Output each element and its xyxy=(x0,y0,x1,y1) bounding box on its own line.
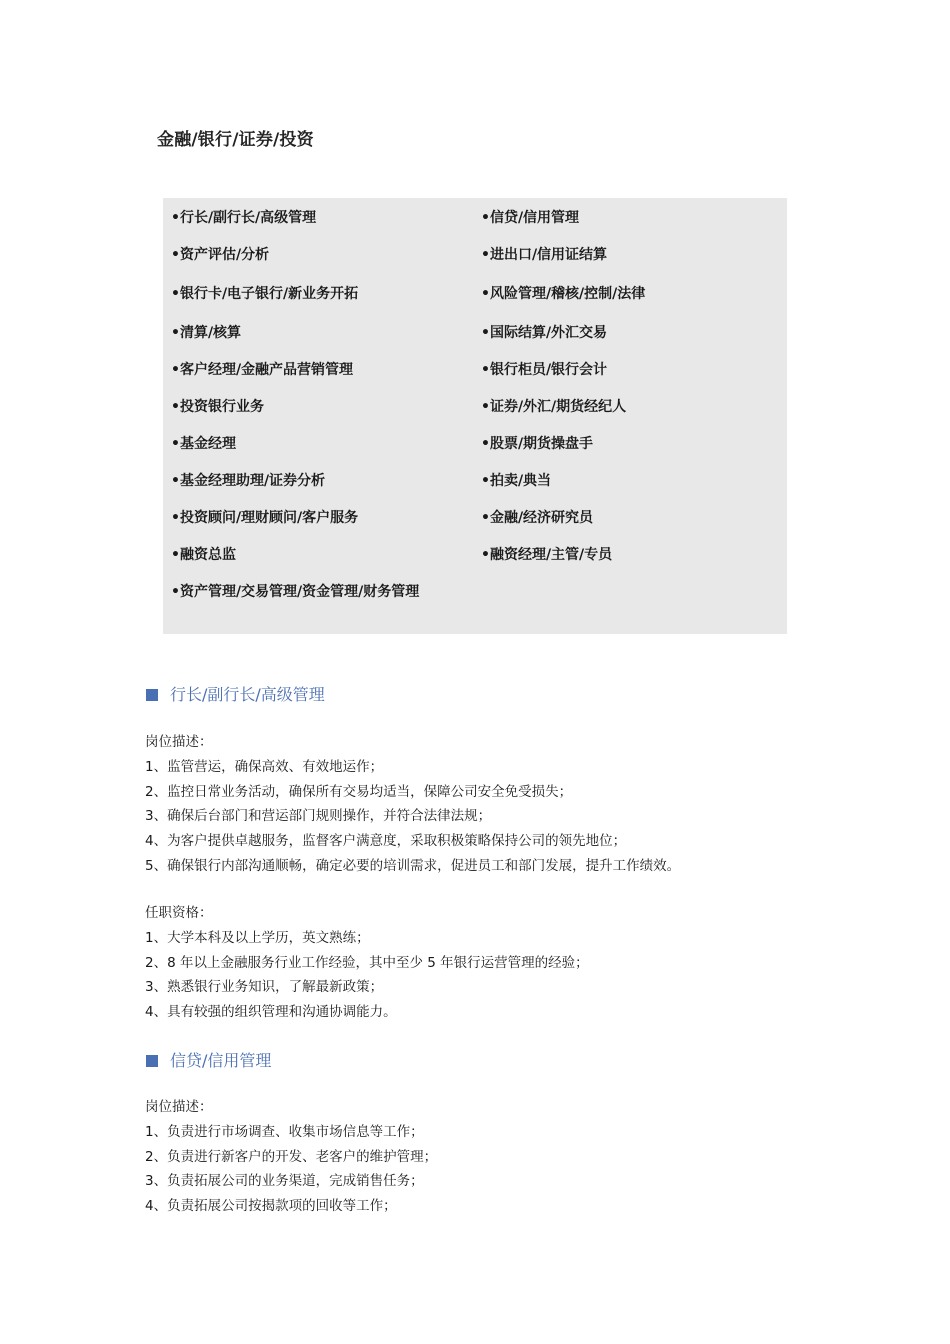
section-heading-text: 行长/副行长/高级管理 xyxy=(170,685,325,704)
duty-item: 2、监控日常业务活动，确保所有交易均适当，保障公司安全免受损失； xyxy=(145,783,573,800)
toc-item: •行长/副行长/高级管理 xyxy=(171,210,317,226)
toc-item: •进出口/信用证结算 xyxy=(481,247,608,263)
toc-item: •清算/核算 xyxy=(171,325,242,341)
toc-item: •融资总监 xyxy=(171,547,236,563)
section-heading xyxy=(146,1051,271,1071)
duty-item: 5、确保银行内部沟通顺畅，确定必要的培训需求，促进员工和部门发展，提升工作绩效。 xyxy=(145,857,681,874)
duty-item: 4、为客户提供卓越服务，监督客户满意度，采取积极策略保持公司的领先地位； xyxy=(145,833,627,850)
toc-item: •股票/期货操盘手 xyxy=(481,436,594,452)
duty-item: 1、监管营运，确保高效、有效地运作； xyxy=(145,758,384,775)
toc-item: •资产管理/交易管理/资金管理/财务管理 xyxy=(171,584,420,600)
toc-item: •拍卖/典当 xyxy=(481,473,552,489)
qual-item: 1、大学本科及以上学历，英文熟练； xyxy=(145,929,370,946)
toc-item: •证券/外汇/期货经纪人 xyxy=(481,399,627,415)
toc-item: •信贷/信用管理 xyxy=(481,210,580,226)
qual-item: 2、8 年以上金融服务行业工作经验，其中至少 5 年银行运营管理的经验； xyxy=(145,954,589,971)
toc-box xyxy=(163,198,787,634)
section-2-duties xyxy=(145,1095,437,1219)
section-heading xyxy=(146,685,325,705)
toc-item: •融资经理/主管/专员 xyxy=(481,547,613,563)
toc-item: •投资顾问/理财顾问/客户服务 xyxy=(171,510,359,526)
duty-label: 岗位描述： xyxy=(145,734,213,750)
section-heading-text: 信贷/信用管理 xyxy=(170,1051,272,1070)
toc-item: •投资银行业务 xyxy=(171,399,264,415)
toc-item: •资产评估/分析 xyxy=(171,247,270,263)
qual-label: 任职资格： xyxy=(145,905,213,921)
toc-item: •金融/经济研究员 xyxy=(481,510,594,526)
duty-item: 2、负责进行新客户的开发、老客户的维护管理； xyxy=(145,1148,438,1165)
duty-label: 岗位描述： xyxy=(145,1099,213,1115)
square-bullet-icon xyxy=(146,1055,158,1067)
duty-item: 3、负责拓展公司的业务渠道，完成销售任务； xyxy=(145,1173,424,1190)
section-1-duties xyxy=(145,730,680,879)
section-1-qualifications xyxy=(145,901,589,1025)
toc-item: •客户经理/金融产品营销管理 xyxy=(171,362,354,378)
toc-item: •基金经理 xyxy=(171,436,236,452)
qual-item: 3、熟悉银行业务知识，了解最新政策； xyxy=(145,979,384,996)
toc-item: •基金经理助理/证券分析 xyxy=(171,473,326,489)
page-title: 金融/银行/证券/投资 xyxy=(157,130,314,150)
duty-item: 1、负责进行市场调查、收集市场信息等工作； xyxy=(145,1123,424,1140)
toc-item: •银行卡/电子银行/新业务开拓 xyxy=(171,286,359,302)
toc-item: •银行柜员/银行会计 xyxy=(481,362,608,378)
qual-item: 4、具有较强的组织管理和沟通协调能力。 xyxy=(145,1004,397,1021)
duty-item: 3、确保后台部门和营运部门规则操作，并符合法律法规； xyxy=(145,808,492,825)
duty-item: 4、负责拓展公司按揭款项的回收等工作； xyxy=(145,1198,397,1215)
toc-item: •国际结算/外汇交易 xyxy=(481,325,608,341)
toc-item: •风险管理/稽核/控制/法律 xyxy=(481,286,646,302)
square-bullet-icon xyxy=(146,689,158,701)
